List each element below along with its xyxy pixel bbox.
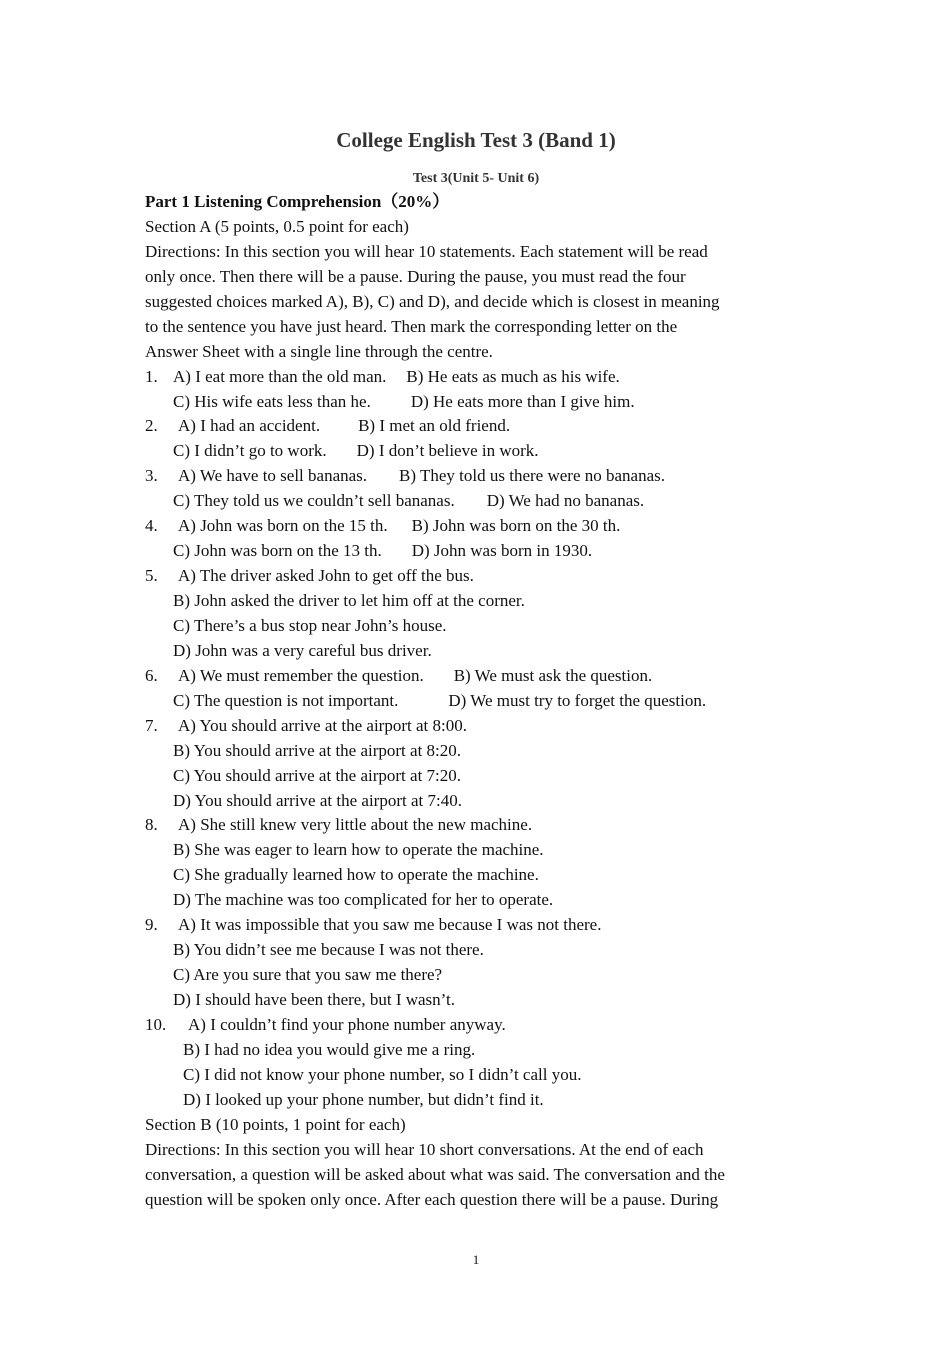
option-a: A) I couldn’t find your phone number anyway.	[188, 1014, 506, 1034]
option-b: B) I met an old friend.	[358, 416, 511, 436]
directions-line: Answer Sheet with a single line through the centre.	[145, 341, 493, 361]
question-number: 7.	[145, 715, 158, 735]
option-c: C) Are you sure that you saw me there?	[173, 965, 443, 985]
question-item	[145, 464, 825, 514]
option-b: B) John was born on the 30 th.	[411, 516, 621, 536]
option-b: B) They told us there were no bananas.	[399, 466, 665, 486]
option-b: B) We must ask the question.	[453, 665, 653, 685]
question-item	[145, 714, 825, 814]
document-body	[145, 190, 825, 1212]
option-b: B) John asked the driver to let him off at the corner.	[173, 591, 525, 610]
question-item	[145, 564, 825, 664]
option-d: D) The machine was too complicated for her to operate.	[173, 890, 554, 910]
directions-line: to the sentence you have just heard. Then mark the corresponding letter on the	[145, 316, 678, 336]
question-number: 5.	[145, 566, 158, 586]
option-b: B) She was eager to learn how to operate the machine.	[173, 840, 544, 860]
directions-line: Directions: In this section you will hear 10 statements. Each statement will be read	[145, 241, 708, 261]
section-b-directions	[145, 1138, 825, 1213]
section-a-heading: Section A (5 points, 0.5 point for each)	[145, 216, 409, 236]
question-item	[145, 813, 825, 913]
option-c: C) She gradually learned how to operate the machine.	[173, 865, 539, 885]
option-a: A) The driver asked John to get off the bus.	[178, 566, 474, 586]
directions-line: conversation, a question will be asked about what was said. The conversation and the	[145, 1164, 725, 1184]
question-number: 8.	[145, 815, 158, 835]
question-number: 2.	[145, 416, 158, 436]
option-b: B) You should arrive at the airport at 8:20.	[173, 740, 462, 760]
question-number: 9.	[145, 915, 158, 935]
option-c: C) John was born on the 13 th.	[173, 541, 382, 561]
directions-line: Directions: In this section you will hear 10 short conversations. At the end of each	[145, 1139, 704, 1159]
option-c: C) They told us we couldn’t sell bananas.	[173, 491, 455, 511]
page-number: 1	[472, 1252, 480, 1267]
option-c: C) You should arrive at the airport at 7:20.	[173, 765, 462, 785]
option-b: B) He eats as much as his wife.	[406, 366, 620, 386]
question-item	[145, 414, 825, 464]
option-a: A) We have to sell bananas.	[178, 466, 368, 486]
section-b-heading: Section B (10 points, 1 point for each)	[145, 1114, 406, 1134]
option-d: D) I don’t believe in work.	[356, 441, 539, 461]
directions-line: question will be spoken only once. After each question there will be a pause. During	[145, 1189, 719, 1209]
option-c: C) His wife eats less than he.	[173, 391, 371, 411]
question-number: 3.	[145, 466, 158, 486]
option-d: D) I should have been there, but I wasn’t.	[173, 990, 455, 1009]
page-title: College English Test 3 (Band 1)	[336, 128, 616, 152]
option-a: A) We must remember the question.	[178, 665, 424, 685]
option-d: D) He eats more than I give him.	[410, 391, 635, 411]
question-number: 10.	[145, 1014, 167, 1034]
question-item	[145, 1013, 825, 1113]
page-subtitle: Test 3(Unit 5- Unit 6)	[412, 171, 540, 186]
option-a: A) It was impossible that you saw me because I was not there.	[178, 915, 602, 935]
directions-line: only once. Then there will be a pause. During the pause, you must read the four	[145, 266, 686, 286]
option-a: A) John was born on the 15 th.	[178, 516, 388, 536]
option-c: C) The question is not important.	[173, 690, 399, 710]
question-item	[145, 514, 825, 564]
question-item	[145, 664, 825, 714]
question-number: 1.	[145, 366, 158, 386]
question-number: 6.	[145, 665, 158, 685]
question-item	[145, 913, 825, 1013]
option-d: D) You should arrive at the airport at 7:40.	[173, 790, 462, 810]
option-a: A) She still knew very little about the new machine.	[178, 815, 533, 835]
option-c: C) There’s a bus stop near John’s house.	[173, 615, 447, 635]
option-d: D) We had no bananas.	[486, 491, 645, 511]
question-number: 4.	[145, 516, 158, 536]
option-c: C) I did not know your phone number, so I didn’t call you.	[183, 1064, 582, 1084]
question-item	[145, 365, 825, 415]
option-a: A) I eat more than the old man.	[173, 366, 387, 386]
option-b: B) You didn’t see me because I was not there.	[173, 940, 484, 960]
option-d: D) John was a very careful bus driver.	[173, 640, 432, 660]
option-d: D) John was born in 1930.	[411, 541, 593, 561]
option-a: A) I had an accident.	[178, 416, 321, 436]
option-a: A) You should arrive at the airport at 8:00.	[178, 715, 467, 735]
option-d: D) We must try to forget the question.	[448, 690, 707, 710]
option-d: D) I looked up your phone number, but didn’t find it.	[183, 1089, 544, 1109]
option-c: C) I didn’t go to work.	[173, 441, 327, 461]
part1-heading: Part 1 Listening Comprehension（20%）	[145, 192, 450, 211]
section-a-directions	[145, 240, 825, 365]
directions-line: suggested choices marked A), B), C) and D), and decide which is closest in meaning	[145, 291, 720, 311]
option-b: B) I had no idea you would give me a ring.	[183, 1039, 476, 1059]
